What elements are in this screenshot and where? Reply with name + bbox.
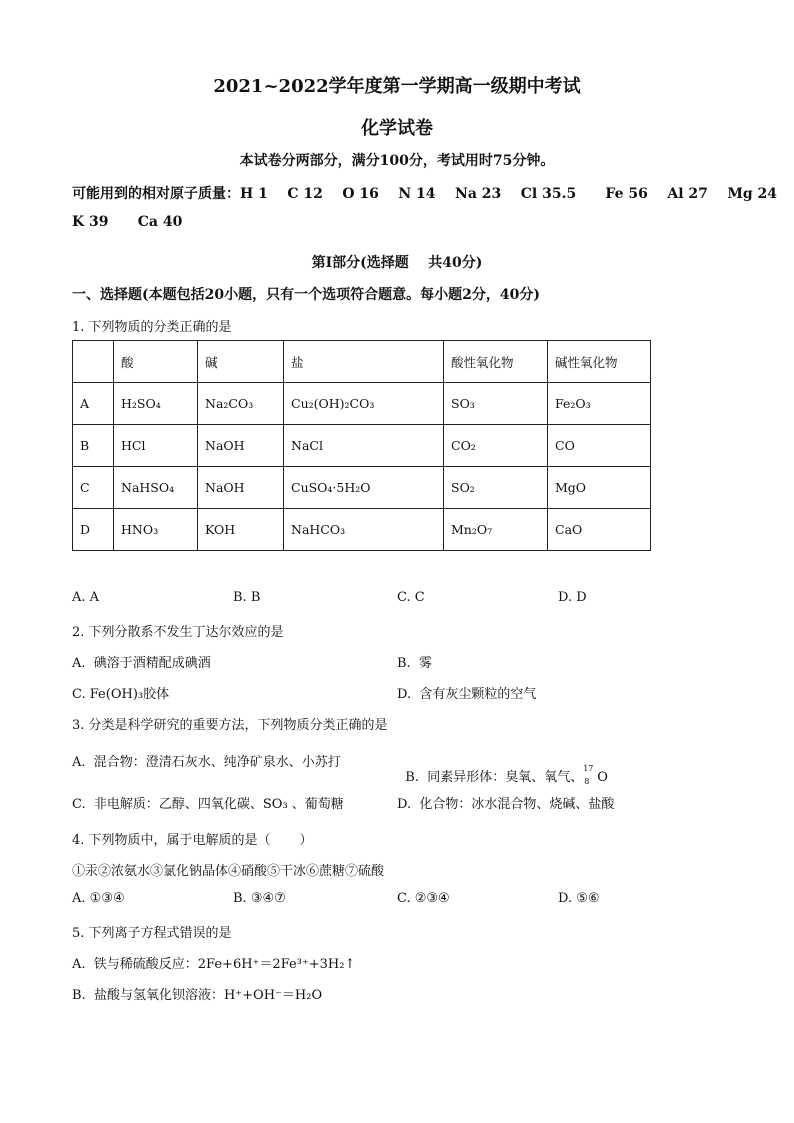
table-row xyxy=(73,509,651,551)
table-header-row xyxy=(73,341,651,383)
q2-option-c[interactable]: C. Fe(OH)₃胶体 xyxy=(72,687,170,702)
q3-option-b-text: B. 同素异形体：臭氧、氧气、 xyxy=(405,770,584,785)
oxygen-17-isotope: 17 8 xyxy=(583,764,594,786)
table-cell: H₂SO₄ xyxy=(114,383,198,425)
part-title: 第I部分(选择题 共40分) xyxy=(311,255,483,271)
table-cell: C xyxy=(73,467,114,509)
atomic-mass-line-2: K 39 Ca 40 xyxy=(72,214,183,230)
table-cell: Cu₂(OH)₂CO₃ xyxy=(284,383,444,425)
q5-stem: 5. 下列离子方程式错误的是 xyxy=(72,926,232,941)
q1-option-c[interactable]: C. C xyxy=(397,590,425,605)
exam-subtitle: 化学试卷 xyxy=(361,118,433,139)
q3-option-a[interactable]: A. 混合物：澄清石灰水、纯净矿泉水、小苏打 xyxy=(72,755,341,770)
q5-option-a[interactable]: A. 铁与稀硫酸反应：2Fe+6H⁺＝2Fe³⁺+3H₂↑ xyxy=(72,957,356,972)
table-cell: KOH xyxy=(198,509,284,551)
q3-stem: 3. 分类是科学研究的重要方法，下列物质分类正确的是 xyxy=(72,718,388,733)
table-cell: NaHSO₄ xyxy=(114,467,198,509)
table-cell: CO₂ xyxy=(444,425,548,467)
table-row xyxy=(73,425,651,467)
q2-stem: 2. 下列分散系不发生丁达尔效应的是 xyxy=(72,625,284,640)
table-cell: B xyxy=(73,425,114,467)
table-header-cell xyxy=(73,341,114,383)
table-header-cell: 盐 xyxy=(284,341,444,383)
q4-list: ①汞②浓氨水③氯化钠晶体④硝酸⑤干冰⑥蔗糖⑦硫酸 xyxy=(72,864,385,879)
q1-option-a[interactable]: A. A xyxy=(72,590,100,605)
q1-stem: 1. 下列物质的分类正确的是 xyxy=(72,320,232,335)
table-header-cell: 酸 xyxy=(114,341,198,383)
table-cell: NaCl xyxy=(284,425,444,467)
table-cell: Mn₂O₇ xyxy=(444,509,548,551)
q2-option-b[interactable]: B. 雾 xyxy=(397,656,432,671)
q4-option-c[interactable]: C. ②③④ xyxy=(397,891,450,906)
table-cell: SO₃ xyxy=(444,383,548,425)
table-row xyxy=(73,467,651,509)
table-cell: SO₂ xyxy=(444,467,548,509)
q4-option-d[interactable]: D. ⑤⑥ xyxy=(558,891,600,906)
atomic-mass-line-1: 可能用到的相对原子质量：H 1 C 12 O 16 N 14 Na 23 Cl 35.5 Fe 56 Al 27 Mg 24 xyxy=(72,186,778,202)
isotope-symbol: O xyxy=(597,770,608,785)
q3-option-b[interactable] xyxy=(397,751,608,785)
table-cell: CuSO₄·5H₂O xyxy=(284,467,444,509)
table-row xyxy=(73,383,651,425)
classification-table xyxy=(72,340,651,551)
table-header-cell: 碱 xyxy=(198,341,284,383)
table-cell: NaOH xyxy=(198,425,284,467)
table-header-cell: 酸性氧化物 xyxy=(444,341,548,383)
q2-option-d[interactable]: D. 含有灰尘颗粒的空气 xyxy=(397,687,537,702)
q4-option-b[interactable]: B. ③④⑦ xyxy=(233,891,286,906)
table-cell: D xyxy=(73,509,114,551)
table-cell: HNO₃ xyxy=(114,509,198,551)
exam-title: 2021~2022学年度第一学期高一级期中考试 xyxy=(213,76,581,97)
q5-option-b[interactable]: B. 盐酸与氢氧化钡溶液：H⁺+OH⁻＝H₂O xyxy=(72,988,323,1003)
q1-option-d[interactable]: D. D xyxy=(558,590,587,605)
q4-stem: 4. 下列物质中，属于电解质的是（ ） xyxy=(72,833,313,848)
section-title: 一、选择题(本题包括20小题，只有一个选项符合题意。每小题2分，40分) xyxy=(72,287,540,303)
exam-info: 本试卷分两部分，满分100分，考试用时75分钟。 xyxy=(239,153,555,169)
table-cell: A xyxy=(73,383,114,425)
table-cell: Na₂CO₃ xyxy=(198,383,284,425)
table-header-cell: 碱性氧化物 xyxy=(548,341,651,383)
q1-option-b[interactable]: B. B xyxy=(233,590,261,605)
table-cell: CaO xyxy=(548,509,651,551)
table-cell: HCl xyxy=(114,425,198,467)
table-cell: NaHCO₃ xyxy=(284,509,444,551)
q2-option-a[interactable]: A. 碘溶于酒精配成碘酒 xyxy=(72,656,211,671)
q3-option-c[interactable]: C. 非电解质：乙醇、四氧化碳、SO₃ 、葡萄糖 xyxy=(72,797,344,812)
q3-option-d[interactable]: D. 化合物：冰水混合物、烧碱、盐酸 xyxy=(397,797,615,812)
table-cell: MgO xyxy=(548,467,651,509)
table-cell: Fe₂O₃ xyxy=(548,383,651,425)
table-cell: CO xyxy=(548,425,651,467)
q4-option-a[interactable]: A. ①③④ xyxy=(72,891,125,906)
table-cell: NaOH xyxy=(198,467,284,509)
